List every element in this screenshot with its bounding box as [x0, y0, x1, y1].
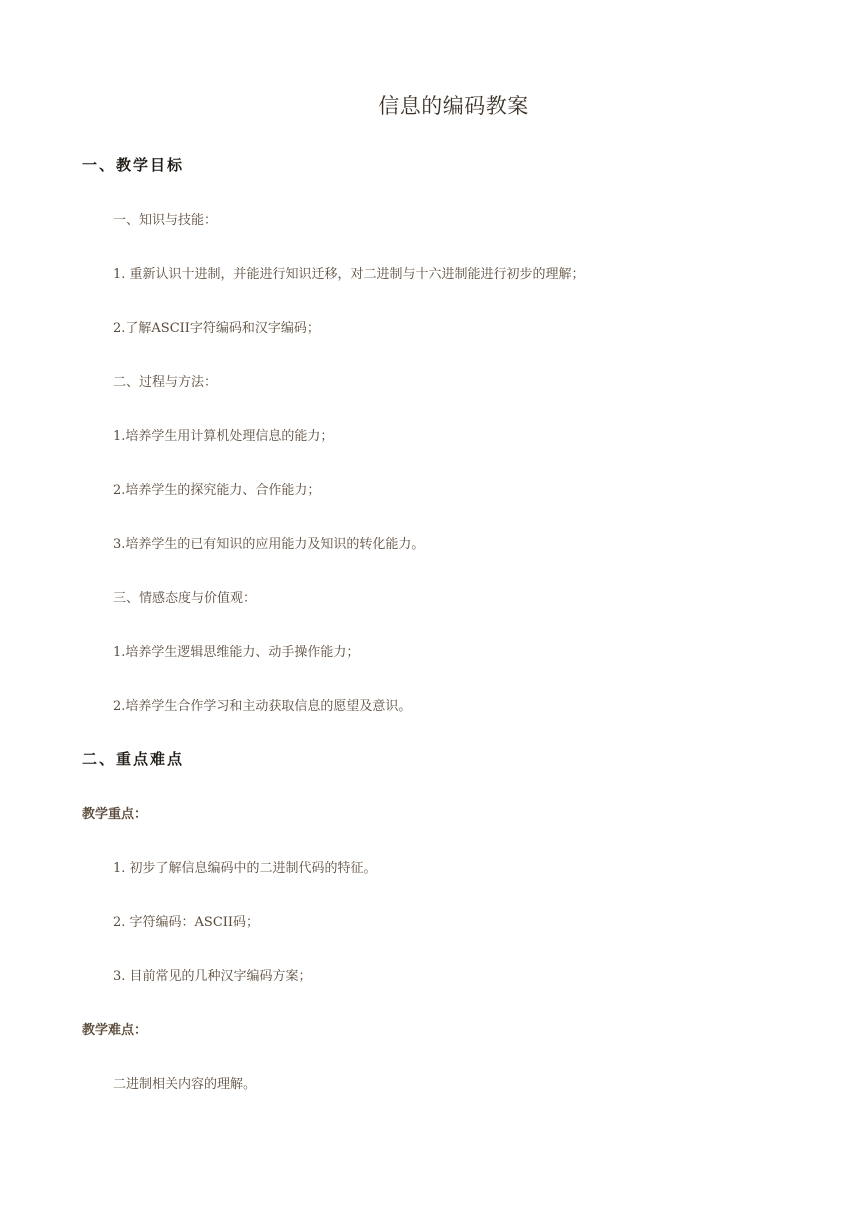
- list-item: 2.培养学生合作学习和主动获取信息的愿望及意识。: [113, 699, 412, 714]
- list-item: 1.培养学生逻辑思维能力、动手操作能力；: [113, 645, 360, 660]
- list-item: 1. 初步了解信息编码中的二进制代码的特征。: [113, 861, 377, 876]
- list-item: 2.培养学生的探究能力、合作能力；: [113, 483, 321, 498]
- list-item: 2.了解ASCII字符编码和汉字编码；: [113, 321, 320, 336]
- subheading-knowledge-skills: 一、知识与技能：: [113, 213, 218, 228]
- subheading-process-methods: 二、过程与方法：: [113, 375, 218, 390]
- difficult-point-text: 二进制相关内容的理解。: [113, 1077, 257, 1092]
- subheading-difficult-points: 教学难点：: [82, 1023, 148, 1038]
- list-item: 3.培养学生的已有知识的应用能力及知识的转化能力。: [113, 537, 425, 552]
- subheading-attitudes-values: 三、情感态度与价值观：: [113, 591, 257, 606]
- list-item: 2. 字符编码：ASCII码；: [113, 915, 260, 930]
- document-title: 信息的编码教案: [378, 94, 529, 118]
- subheading-key-points: 教学重点：: [82, 807, 148, 822]
- list-item: 1. 重新认识十进制，并能进行知识迁移，对二进制与十六进制能进行初步的理解；: [113, 267, 585, 282]
- section-heading-key-difficult: 二、重点难点: [82, 750, 185, 768]
- section-heading-objectives: 一、教学目标: [82, 156, 185, 174]
- list-item: 1.培养学生用计算机处理信息的能力；: [113, 429, 334, 444]
- list-item: 3. 目前常见的几种汉字编码方案；: [113, 969, 312, 984]
